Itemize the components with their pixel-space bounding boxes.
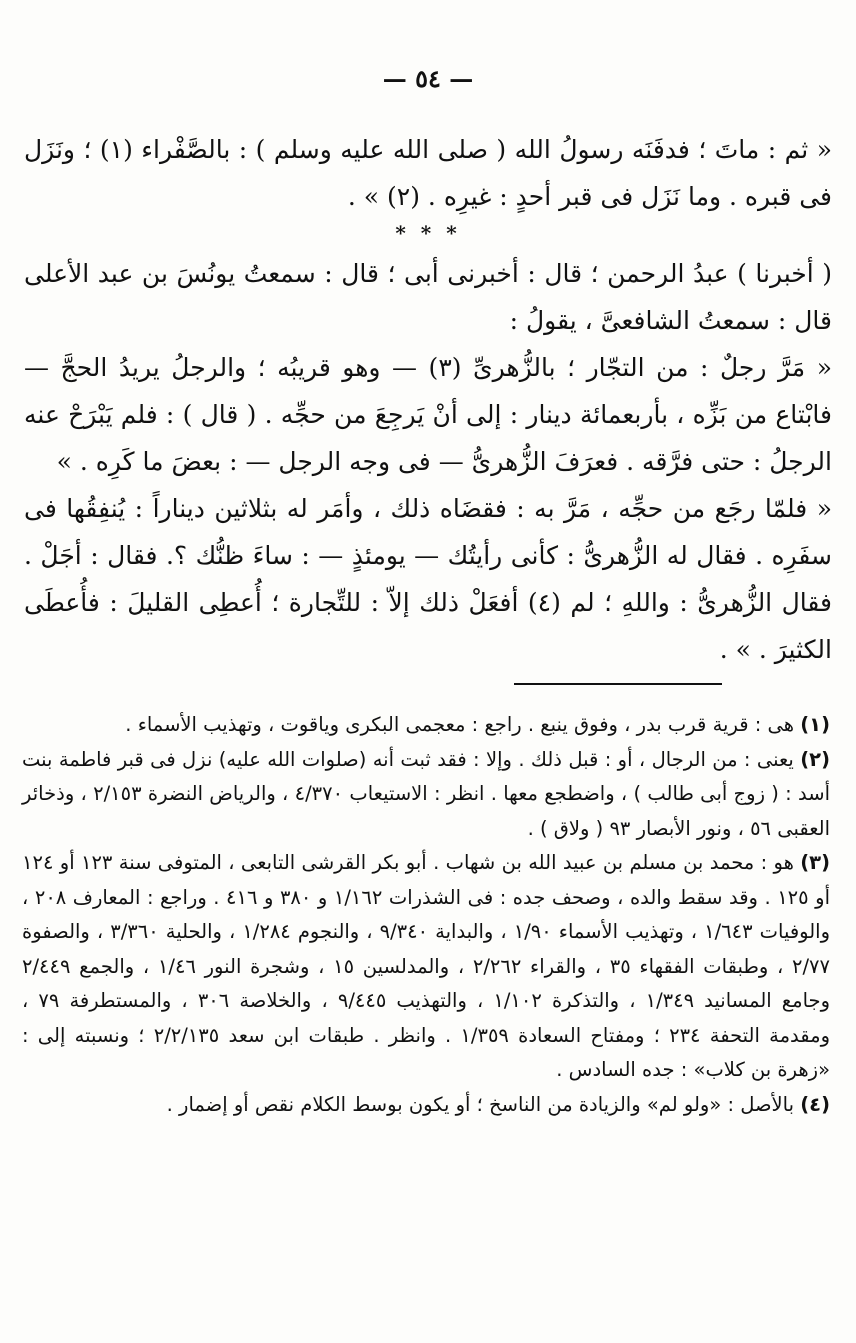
footnote-1 <box>22 708 830 743</box>
main-paragraph-3: « مَرَّ رجلٌ : من التجّار ؛ بالزُّهرىِّ (٣) — وهو قريبُه ؛ والرجلُ يريدُ الحجَّ — فابْتاع من بَزِّه ، بأربعمائة دينار : إلى أنْ يَرجِعَ من حجِّه . ( قال ) : فلم يَبْرَحْ عنه الرجلُ : حتى فرَّقه . فعرَفَ الزُّهرىُّ — فى وجه الرجل — : بعضَ ما كَرِه . » <box>24 353 832 476</box>
footnote-text: يعنى : من الرجال ، أو : قبل ذلك . وإلا : فقد ثبت أنه (صلوات الله عليه) نزل فى قبر فاطمة بنت أسد : ( زوج أبى طالب ) ، واضطجع معها . انظر : الاستيعاب ٤/٣٧٠ ، والرياض النضرة ٢/١٥٣ ، وذخائر العقبى ٥٦ ، ونور الأبصار ٩٣ ( ولاق ) . <box>22 747 830 840</box>
main-paragraph-1: « ثم : ماتَ ؛ فدفَنَه رسولُ الله ( صلى الله عليه وسلم ) : بالصَّفْراء (١) ؛ ونَزَل فى قبره . وما نَزَل فى قبر أحدٍ : غيرِه . (٢) » . <box>24 135 832 211</box>
main-text <box>24 126 832 673</box>
main-paragraph-2: ( أخبرنا ) عبدُ الرحمن ؛ قال : أخبرنى أبى ؛ قال : سمعتُ يونُسَ بن عبد الأعلى قال : سمعتُ الشافعىَّ ، يقولُ : <box>24 259 832 335</box>
page-number: — ٥٤ — <box>382 64 474 93</box>
footnotes <box>22 708 830 1122</box>
footnote-3 <box>22 846 830 1088</box>
footnote-2 <box>22 743 830 847</box>
footnote-number: (١) <box>800 713 830 736</box>
footnote-divider <box>514 683 722 685</box>
footnote-text: بالأصل : «ولو لم» والزيادة من الناسخ ؛ أو يكون بوسط الكلام نقص أو إضمار . <box>166 1092 795 1116</box>
footnote-number: (٤) <box>800 1092 830 1116</box>
footnote-number: (٣) <box>800 851 830 874</box>
footnote-4 <box>22 1088 830 1123</box>
footnote-text: هو : محمد بن مسلم بن عبيد الله بن شهاب . أبو بكر القرشى التابعى ، المتوفى سنة ١٢٣ أو ١٢٤ أو ١٢٥ . وقد سقط والده ، وصحف جده : فى الشذرات ١/١٦٢ و ٣٨٠ و ٤١٦ . وراجع : المعارف ٢٠٨ ، والوفيات ١/٦٤٣ ، وتهذيب الأسماء ١/٩٠ ، والبداية ٩/٣٤٠ ، والنجوم ١/٢٨٤ ، والحلية ٣/٣٦٠ ، والصفوة ٢/٧٧ ، وطبقات الفقهاء ٣٥ ، والقراء ٢/٢٦٢ ، والمدلسين ١٥ ، وشجرة النور ١/٤٦ ، والجمع ٢/٤٤٩ وجامع المسانيد ١/٣٤٩ ، والتذكرة ١/١٠٢ ، والتهذيب ٩/٤٤٥ ، والخلاصة ٣٠٦ ، والمستطرفة ٧٩ ، ومقدمة التحفة ٢٣٤ ؛ ومفتاح السعادة ١/٣٥٩ . وانظر . طبقات ابن سعد ٢/٢/١٣٥ ؛ ونسبته إلى : «زهرة بن كلاب» : جده السادس . <box>22 851 831 1081</box>
main-paragraph-4: « فلمّا رجَع من حجِّه ، مَرَّ به : فقضَاه ذلك ، وأمَر له بثلاثين ديناراً : يُنفِقُها فى سفَرِه . فقال له الزُّهرىُّ : كأنى رأيتُك — يومئذٍ — : ساءَ ظنُّك ؟. فقال : أجَلْ . فقال الزُّهرىُّ : واللهِ ؛ لم (٤) أفعَلْ ذلك إلاّ : للتِّجارة ؛ أُعطِى القليلَ : فأُعطَى الكثيرَ . » . <box>24 494 832 664</box>
footnote-text: هى : قرية قرب بدر ، وفوق ينبع . راجع : معجمى البكرى وياقوت ، وتهذيب الأسماء . <box>125 713 795 736</box>
section-separator: * * * <box>395 221 461 245</box>
footnote-number: (٢) <box>800 747 830 771</box>
